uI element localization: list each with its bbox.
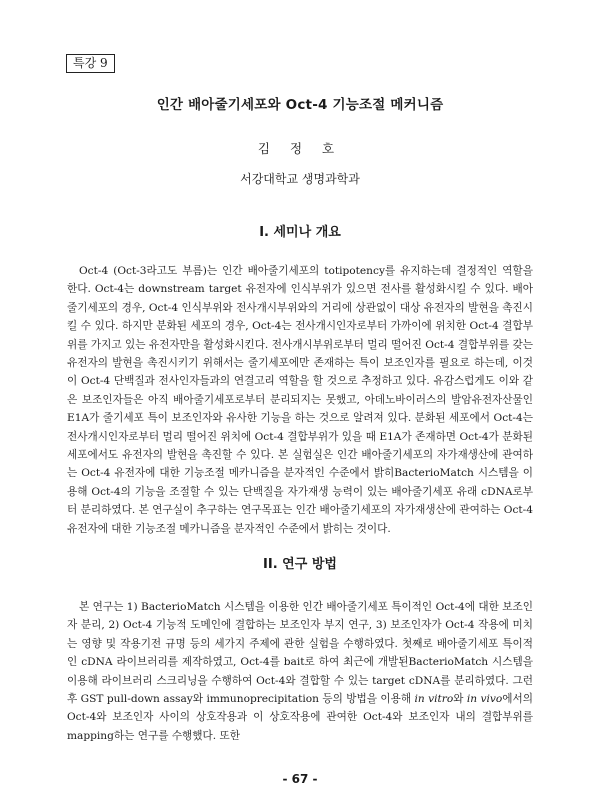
overview-paragraph: Oct-4 (Oct-3라고도 부름)는 인간 배아줄기세포의 totipotency를 유지하는데 결정적인 역할을 한다. Oct-4는 downstream target 유전자에 인식부위가 있으면 전사를 활성화시킬 수 있다. 배아줄기세포의 경우, Oct-4 인식부위와 전사개시부위와의 거리에 상관없이 대상 유전자의 발현을 촉진시킬 수 있다. 하지만 분화된 세포의 경우, Oct-4는 전사개시인자로부터 가까이에 위치한 Oct-4 결합부위를 가지고 있는 유전자만을 활성화시킨다. 전사개시부위로부터 멀리 떨어진 Oct-4 결합부위를 갖는 유전자의 발현을 촉진시키기 위해서는 줄기세포에만 존재하는 특이 보조인자를 필요로 하는데, 이것이 Oct-4 단백질과 전사인자들과의 연결고리 역할을 할 것으로 추정하고 있다. 유감스럽게도 이와 같은 보조인자들은 아직 배아줄기세포로부터 분리되지는 못했고, 아데노바이러스의 발암유전자산물인 E1A가 줄기세포 특이 보조인자와 유사한 기능을 하는 것으로 알려져 있다. 분화된 세포에서 Oct-4는 전사개시인자로부터 멀리 떨어진 위치에 Oct-4 결합부위가 있을 때 E1A가 존재하면 Oct-4가 분화된 세포에서도 유전자의 발현을 촉진할 수 있다. 본 실험실은 인간 배아줄기세포의 자가재생산에 관여하는 Oct-4 유전자에 대한 기능조절 메카니즘을 분자적인 수준에서 밝히BacterioMatch 시스템을 이용해 Oct-4의 기능을 조절할 수 있는 단백질을 자가재생 능력이 있는 배아줄기세포 유래 cDNA로부터 분리하였다. 본 연구실이 추구하는 연구목표는 인간 배아줄기세포의 자가재생산에 관여하는 Oct-4 유전자에 대한 기능조절 메카니즘을 분자적인 수준에서 밝히는 것이다. [67, 265, 533, 535]
methods-paragraph [67, 598, 533, 745]
methods-in-vivo: in vivo [466, 693, 503, 706]
methods-in-vitro: in vitro [414, 693, 454, 706]
author-name: 김 정 호 [257, 141, 343, 156]
methods-conj: 와 [453, 693, 467, 706]
section-heading-overview: I. 세미나 개요 [259, 225, 341, 240]
page-number: - 67 - [282, 772, 318, 786]
methods-text-part1: 본 연구는 1) BacterioMatch 시스템을 이용한 인간 배아줄기세포 특이적인 Oct-4에 대한 보조인자 분리, 2) Oct-4 기능적 도메인에 결합하는 보조인자 부지 연구, 3) 보조인자가 Oct-4 작용에 미치는 영향 및 작용기전 규명 등의 세가지 주제에 관한 실험을 수행하였다. 첫째로 배아줄기세포 특이적인 cDNA 라이브러리를 제작하였고, Oct-4를 bait로 하여 최근에 개발된BacterioMatch 시스템을 이용해 라이브러리 스크리닝을 수행하여 Oct-4와 결합할 수 있는 target cDNA를 분리하였다. 그런 후 GST pull-down assay와 immunoprecipitation 등의 방법을 이용해 [67, 601, 533, 706]
methods-text-part2: 에서의 Oct-4와 보조인자 사이의 상호작용과 이 상호작용에 관여한 Oct-4와 보조인자 내의 결합부위를 mapping하는 연구를 수행했다. 또한 [67, 693, 533, 742]
section-heading-methods: II. 연구 방법 [263, 557, 337, 572]
special-lecture-tag: 특강 9 [66, 54, 115, 73]
paper-title: 인간 배아줄기세포와 Oct-4 기능조절 메커니즘 [156, 97, 444, 113]
author-affiliation: 서강대학교 생명과학과 [240, 172, 360, 186]
